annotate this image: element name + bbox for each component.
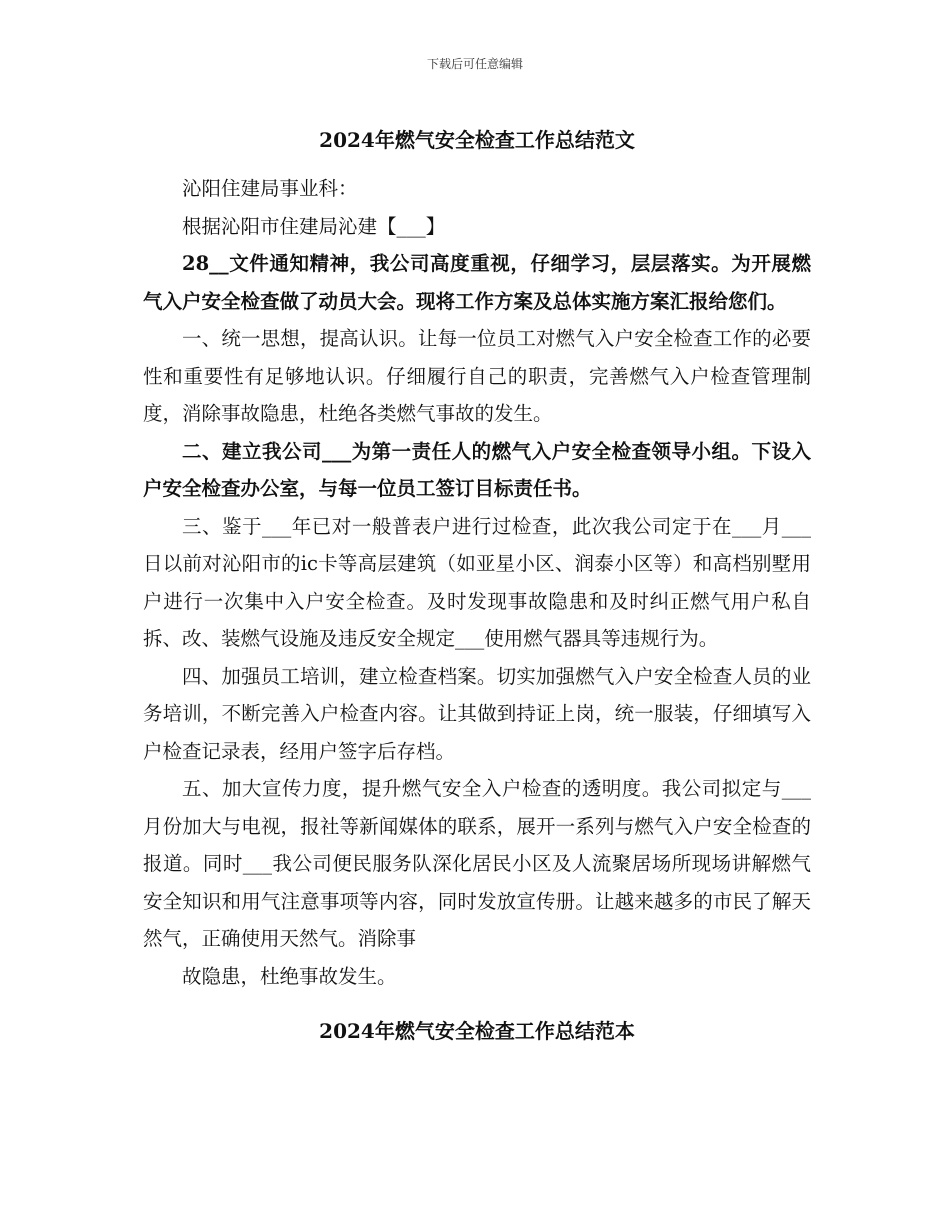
paragraph-item-2: 二、建立我公司___为第一责任人的燃气入户安全检查领导小组。下设入户安全检查办公室，与每一位员工签订目标责任书。 — [143, 439, 811, 500]
paragraph-notice: 28__文件通知精神，我公司高度重视，仔细学习，层层落实。为开展燃气入户安全检查做了动员大会。现将工作方案及总体实施方案汇报给您们。 — [143, 252, 811, 313]
paragraph-salutation: 沁阳住建局事业科： — [182, 177, 358, 200]
document-subtitle: 2024年燃气安全检查工作总结范本 — [319, 1019, 635, 1043]
paragraph-item-3: 三、鉴于___年已对一般普表户进行过检查，此次我公司定于在___月___日以前对沁阳市的ic卡等高层建筑（如亚星小区、润泰小区等）和高档别墅用户进行一次集中入户安全检查。及时发现事故隐患和及时纠正燃气用户私自拆、改、装燃气设施及违反安全规定___使用燃气器具等违规行为。 — [143, 514, 811, 650]
paragraph-item-5: 五、加大宣传力度，提升燃气安全入户检查的透明度。我公司拟定与___月份加大与电视，报社等新闻媒体的联系，展开一系列与燃气入户安全检查的报道。同时___我公司便民服务队深化居民小区及人流聚居场所现场讲解燃气安全知识和用气注意事项等内容，同时发放宣传册。让越来越多的市民了解天然气，正确使用天然气。消除事 — [143, 777, 811, 950]
paragraph-item-4: 四、加强员工培训，建立检查档案。切实加强燃气入户安全检查人员的业务培训，不断完善入户检查内容。让其做到持证上岗，统一服装，仔细填写入户检查记录表，经用户签字后存档。 — [143, 664, 811, 763]
paragraph-closing: 故隐患，杜绝事故发生。 — [182, 964, 397, 988]
header-note: 下载后可任意编辑 — [426, 57, 523, 71]
document-title: 2024年燃气安全检查工作总结范文 — [319, 128, 635, 152]
paragraph-item-1: 一、统一思想，提高认识。让每一位员工对燃气入户安全检查工作的必要性和重要性有足够地认识。仔细履行自己的职责，完善燃气入户检查管理制度，消除事故隐患，杜绝各类燃气事故的发生。 — [143, 327, 811, 425]
document-page — [143, 122, 811, 1049]
paragraph-reference: 根据沁阳市住建局沁建【___】 — [182, 214, 446, 238]
